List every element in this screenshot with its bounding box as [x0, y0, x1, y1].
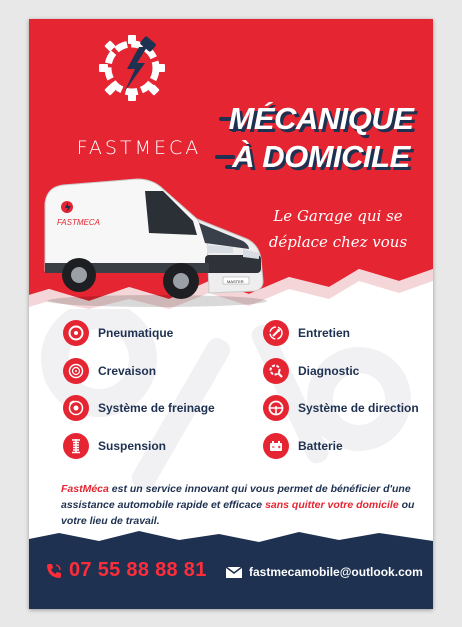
van-plate: MASTER	[227, 279, 244, 284]
description-highlight: sans quitter votre domicile	[265, 499, 399, 511]
description-brand: FastMéca	[61, 483, 109, 495]
battery-icon	[263, 433, 289, 459]
van-image	[37, 173, 267, 308]
spring-icon	[63, 433, 89, 459]
envelope-icon	[225, 566, 243, 579]
tire-icon	[63, 320, 89, 346]
email-contact[interactable]	[225, 565, 423, 579]
flyer	[29, 19, 433, 609]
brand-name: FASTMECA	[76, 137, 202, 159]
tagline-line-2: déplace chez vous	[268, 233, 408, 251]
service-label: Diagnostic	[298, 364, 360, 378]
headline-line-1: MÉCANIQUE	[228, 101, 414, 136]
phone-icon	[45, 562, 63, 580]
service-item	[63, 395, 215, 421]
service-label: Pneumatique	[98, 326, 174, 340]
email-address[interactable]: fastmecamobile@outlook.com	[249, 565, 423, 579]
steering-wheel-icon	[263, 395, 289, 421]
service-label: Crevaison	[98, 364, 157, 378]
service-item	[63, 320, 173, 346]
wheel-icon	[63, 358, 89, 384]
service-item	[263, 358, 359, 384]
service-label: Suspension	[98, 439, 167, 453]
van-brand-decal: FASTMECA	[57, 218, 100, 227]
headline-line-2: À DOMICILE	[232, 139, 410, 174]
service-item	[263, 320, 350, 346]
brake-disc-icon	[63, 395, 89, 421]
service-item	[63, 358, 156, 384]
service-label: Système de direction	[298, 401, 419, 415]
service-item	[263, 395, 419, 421]
service-item	[263, 433, 343, 459]
description-text: est un service innovant qui vous permet de bénéficier d'une assistance automobile rapide et efficace	[61, 483, 411, 511]
service-label: Système de freinage	[98, 401, 215, 415]
service-item	[63, 433, 166, 459]
service-label: Batterie	[298, 439, 343, 453]
gear-lightning-logo-icon	[97, 33, 167, 103]
tagline-line-1: Le Garage qui se	[273, 207, 403, 225]
tagline	[243, 203, 433, 255]
phone-contact[interactable]	[45, 559, 207, 582]
phone-number[interactable]: 07 55 88 88 81	[69, 559, 207, 581]
description	[61, 481, 417, 529]
gear-search-icon	[263, 358, 289, 384]
service-label: Entretien	[298, 326, 351, 340]
wrench-cycle-icon	[263, 320, 289, 346]
description-text-end: ou votre lieu de travail.	[61, 499, 415, 527]
